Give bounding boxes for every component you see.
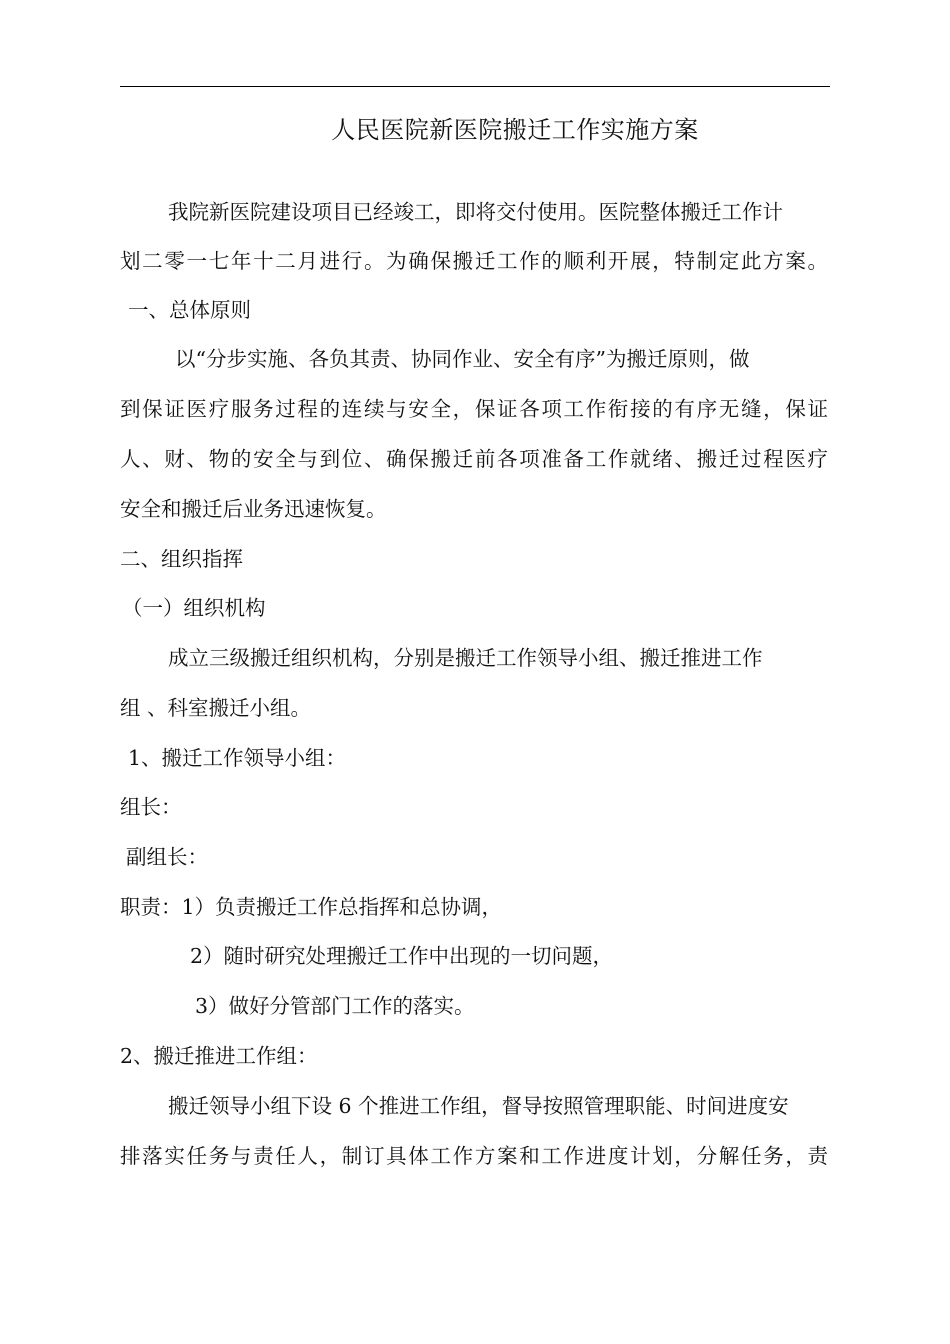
section-heading: 二、组织指挥 (120, 547, 243, 571)
paragraph-line: 职责：1）负责搬迁工作总指挥和总协调， (120, 895, 503, 919)
paragraph-line: 我院新医院建设项目已经竣工，即将交付使用。医院整体搬迁工作计 (168, 200, 783, 224)
item-heading: 1、搬迁工作领导小组： (128, 746, 347, 770)
item-heading: 2、搬迁推进工作组： (120, 1044, 318, 1068)
paragraph-line: 以“分步实施、各负其责、协同作业、安全有序”为搬迁原则，做 (175, 347, 750, 371)
header-rule (120, 86, 830, 87)
paragraph-line: 组长： (120, 795, 182, 819)
paragraph-line: 安全和搬迁后业务迅速恢复。 (120, 497, 387, 521)
paragraph-line: 2）随时研究处理搬迁工作中出现的一切问题， (190, 944, 614, 968)
section-heading: 一、总体原则 (128, 298, 251, 322)
document-title: 人民医院新医院搬迁工作实施方案 (331, 116, 699, 144)
paragraph-line: 排落实任务与责任人，制订具体工作方案和工作进度计划，分解任务，责 (120, 1144, 828, 1168)
paragraph-line: 3）做好分管部门工作的落实。 (195, 994, 475, 1018)
paragraph-line: 搬迁领导小组下设 6 个推进工作组，督导按照管理职能、时间进度安 (168, 1094, 789, 1118)
subsection-heading: （一）组织机构 (122, 596, 266, 620)
paragraph-line: 成立三级搬迁组织机构，分别是搬迁工作领导小组、搬迁推进工作 (168, 646, 763, 670)
paragraph-line: 副组长： (126, 845, 208, 869)
paragraph-line: 组 、科室搬迁小组。 (120, 696, 312, 720)
paragraph-line: 人、财、物的安全与到位、确保搬迁前各项准备工作就绪、搬迁过程医疗 (120, 447, 828, 471)
paragraph-line: 划二零一七年十二月进行。为确保搬迁工作的顺利开展，特制定此方案。 (120, 249, 828, 273)
paragraph-line: 到保证医疗服务过程的连续与安全，保证各项工作衔接的有序无缝，保证 (120, 397, 828, 421)
